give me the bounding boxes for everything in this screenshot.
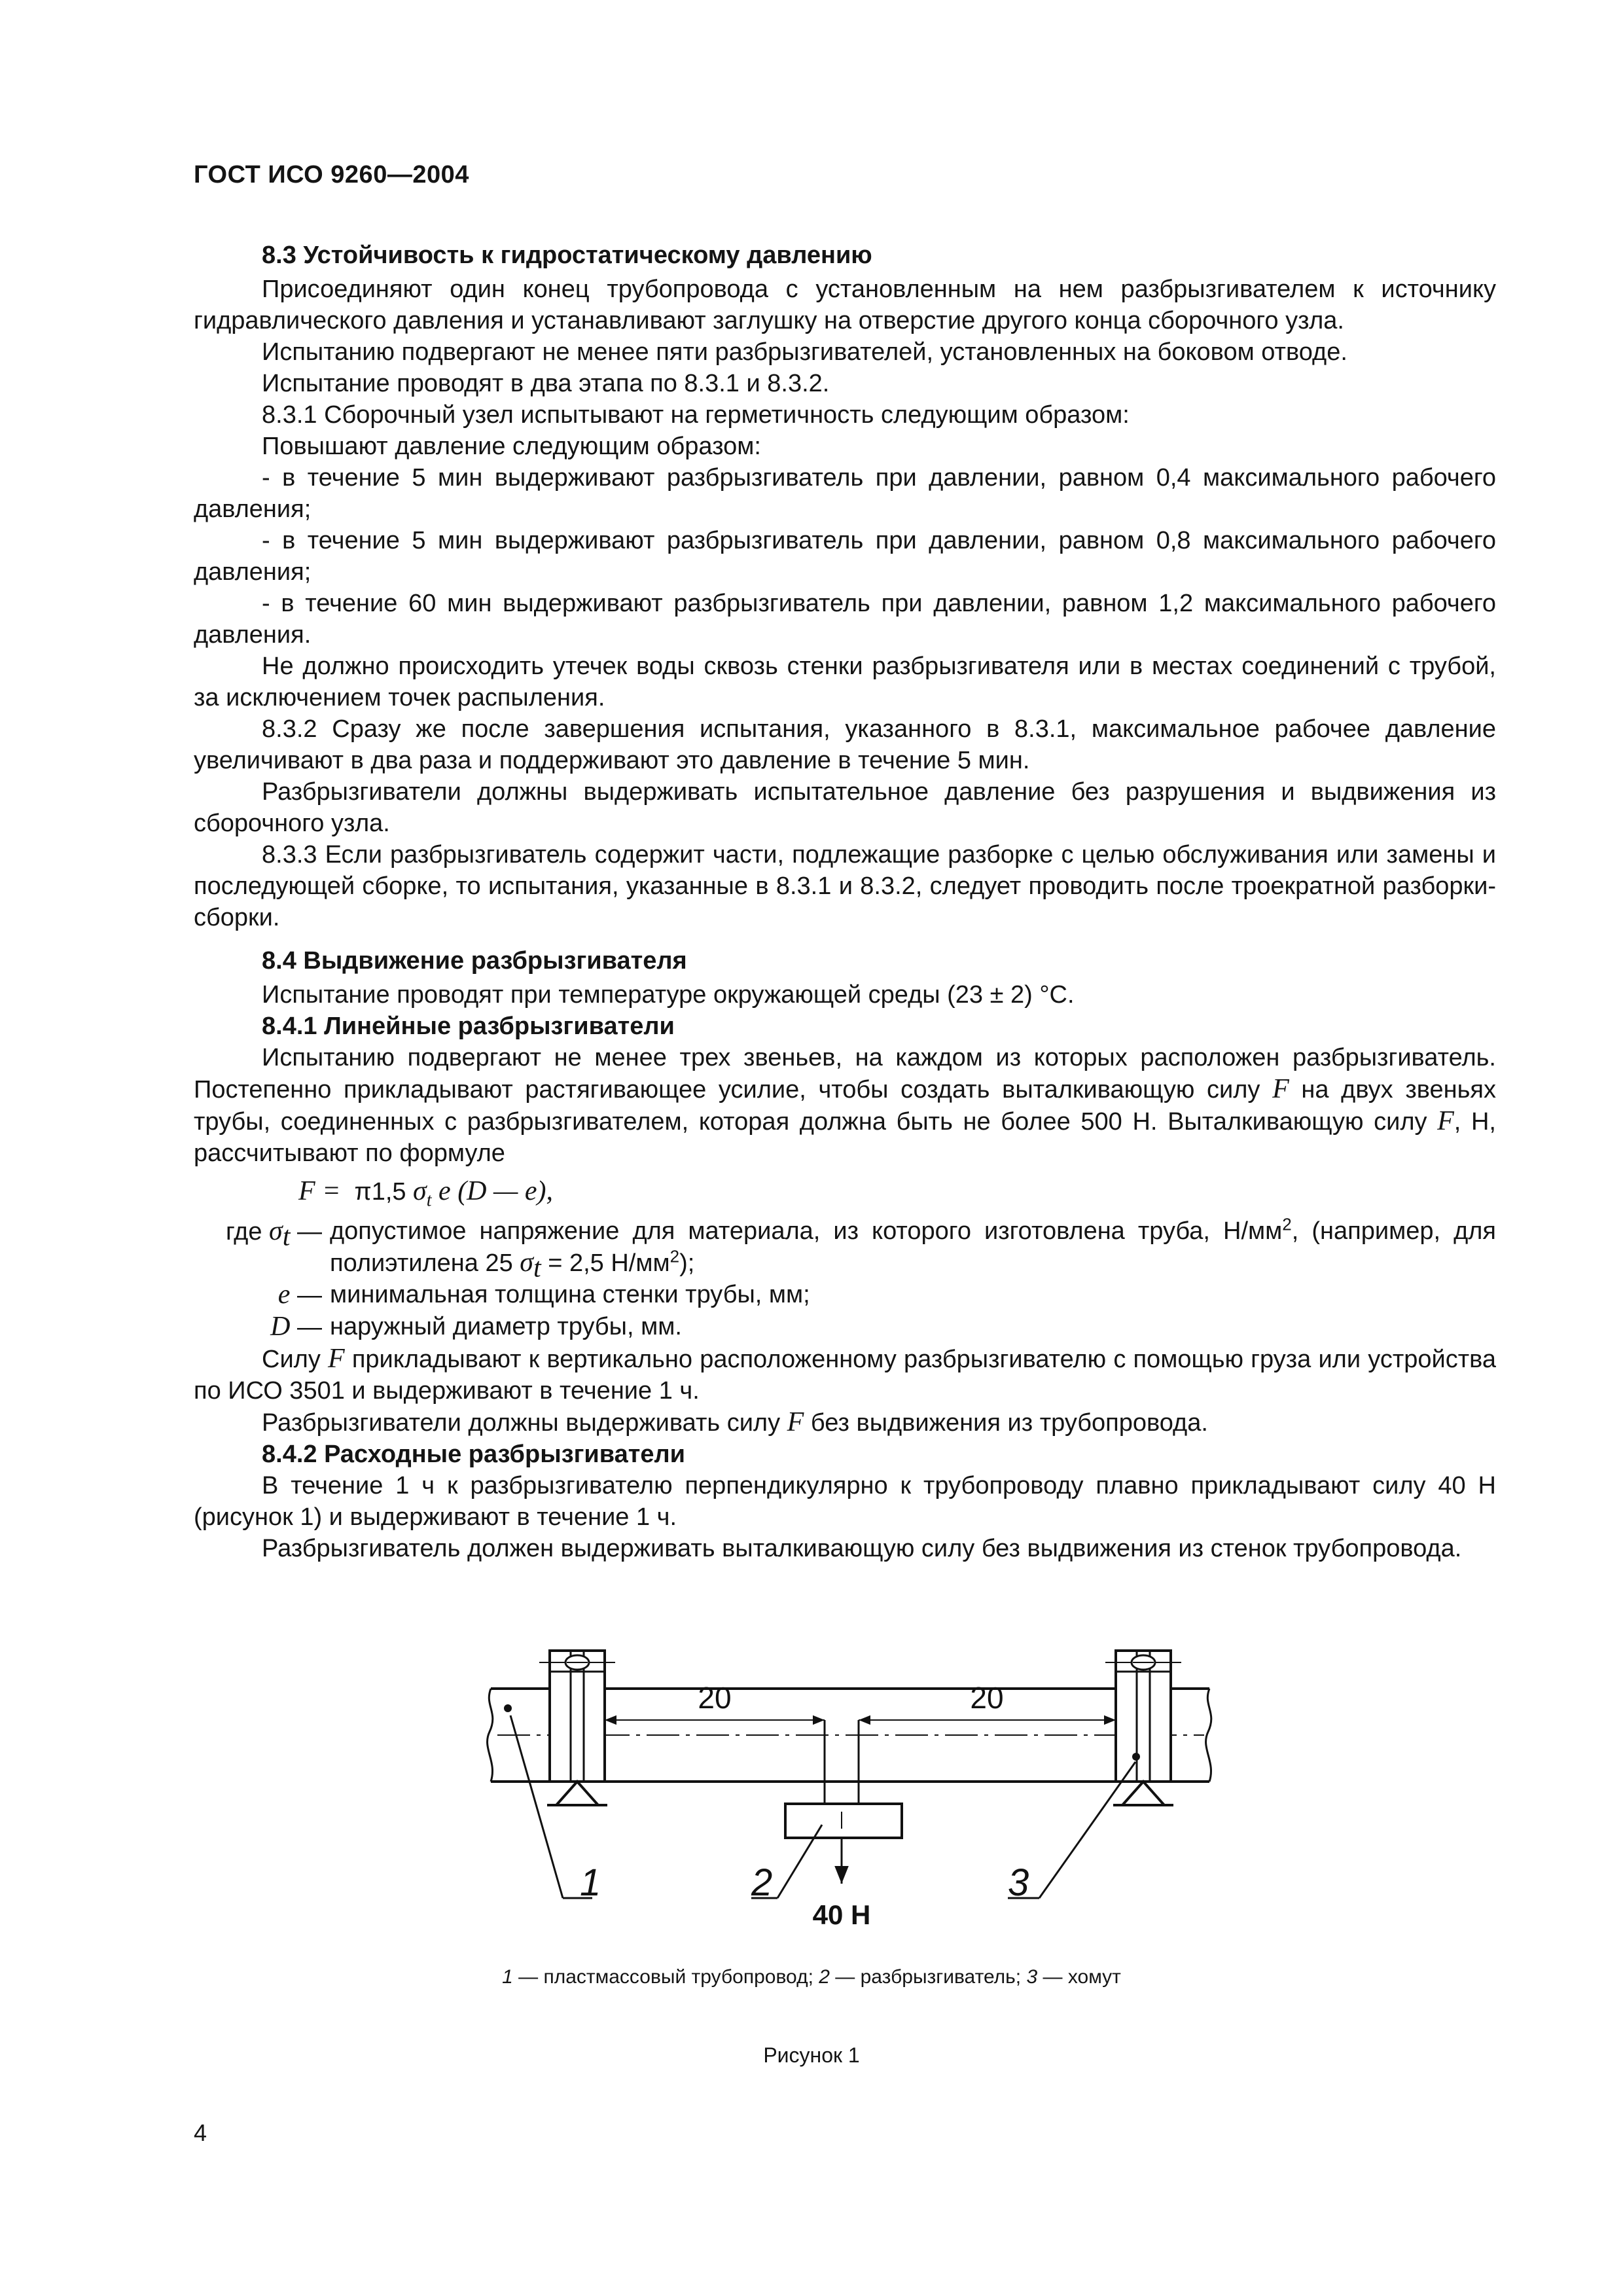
force-label: 40 Н: [812, 1899, 871, 1930]
document-header: ГОСТ ИСО 9260—2004: [194, 161, 469, 188]
list-item: - в течение 5 мин выдерживают разбрызгиватель при давлении, равном 0,4 максимального рабочего давления;: [194, 464, 1496, 523]
paragraph: Испытанию подвергают не менее трех звеньев, на каждом из которых расположен разбрызгиватель. Постепенно прикладывают растягивающее усилие, чтобы создать выталкивающую силу F на двух звеньях трубы, соединенных с разбрызгивателем, которая должна быть не более 500 Н. Выталкивающую силу F, Н, рассчитывают по формуле: [194, 1044, 1496, 1167]
section-8-4-title: 8.4 Выдвижение разбрызгивателя: [262, 947, 687, 975]
paragraph: Силу F прикладывают к вертикально расположенному разбрызгивателю с помощью груза или устройства по ИСО 3501 и выдерживают в течение 1 ч.: [194, 1344, 1497, 1405]
section-8-4-1-title: 8.4.1 Линейные разбрызгиватели: [262, 1013, 675, 1040]
dimension-right-label: 20: [970, 1681, 1004, 1715]
paragraph: Не должно происходить утечек воды сквозь стенки разбрызгивателя или в местах соединений с трубой, за исключением точек распыления.: [194, 653, 1496, 711]
paragraph: Испытанию подвергают не менее пяти разбрызгивателей, установленных на боковом отводе.: [262, 338, 1347, 366]
symbol-F: F: [1437, 1106, 1454, 1136]
break-line-right: [1206, 1689, 1211, 1782]
paragraph: Присоединяют один конец трубопровода с установленным на нем разбрызгивателем к источнику гидравлического давления и устанавливают заглушку на отверстие другого конца сборочного узла.: [194, 276, 1496, 334]
paragraph: Испытание проводят при температуре окружающей среды (23 ± 2) °С.: [262, 981, 1075, 1009]
callout-3-dot: [1132, 1753, 1140, 1761]
paragraph: 8.3.2 Сразу же после завершения испытания, указанного в 8.3.1, максимальное рабочее давление увеличивают в два раза и поддерживают это давление в течение 5 мин.: [194, 715, 1496, 774]
body-text: [194, 230, 1496, 1564]
support-right: [1122, 1782, 1164, 1805]
dimension-left-label: 20: [698, 1681, 732, 1715]
paragraph: Повышают давление следующим образом:: [262, 433, 761, 460]
formula: F = π1,5 $\sigma_t$ e (D — e),: [298, 1176, 553, 1211]
definition-sigma: где $\sigma_t$ — допустимое напряжение для материала, из которого изготовлена труба, $Н/мм^2$, (например, для полиэтилена 25 $\sigma_t = 2,5$ $Н/мм^2$);: [226, 1214, 1497, 1283]
paragraph: Разбрызгиватели должны выдерживать испытательное давление без разрушения и выдвижения из сборочного узла.: [194, 778, 1496, 837]
paragraph: Разбрызгиватели должны выдерживать силу F без выдвижения из трубопровода.: [262, 1407, 1208, 1437]
definition-D: D — наружный диаметр трубы, мм.: [270, 1312, 682, 1342]
paragraph: В течение 1 ч к разбрызгивателю перпендикулярно к трубопроводу плавно прикладывают силу 40 Н (рисунок 1) и выдерживают в течение 1 ч.: [194, 1472, 1496, 1531]
symbol-F: F: [1272, 1074, 1289, 1104]
callout-1-label: 1: [580, 1861, 601, 1904]
section-8-3-title: 8.3 Устойчивость к гидростатическому давлению: [262, 242, 872, 269]
callout-1-dot: [504, 1704, 512, 1712]
sprinkler-body: [785, 1804, 902, 1838]
page-number: 4: [194, 2119, 207, 2146]
support-left: [556, 1782, 598, 1805]
section-8-4-2-title: 8.4.2 Расходные разбрызгиватели: [262, 1441, 686, 1468]
list-item: - в течение 5 мин выдерживают разбрызгиватель при давлении, равном 0,8 максимального рабочего давления;: [194, 527, 1496, 586]
paragraph: Разбрызгиватель должен выдерживать выталкивающую силу без выдвижения из стенок трубопровода.: [262, 1535, 1462, 1562]
paragraph: 8.3.1 Сборочный узел испытывают на герметичность следующим образом:: [262, 401, 1130, 429]
figure-1-diagram: [458, 1634, 1230, 1941]
paragraph: Испытание проводят в два этапа по 8.3.1 и 8.3.2.: [262, 370, 830, 397]
figure-title: Рисунок 1: [763, 2043, 860, 2067]
callout-2-label: 2: [751, 1861, 773, 1904]
callout-3-label: 3: [1008, 1861, 1029, 1904]
list-item: - в течение 60 мин выдерживают разбрызгиватель при давлении, равном 1,2 максимального рабочего давления.: [194, 590, 1496, 649]
break-line-left: [488, 1689, 493, 1782]
definition-e: e — минимальная толщина стенки трубы, мм;: [277, 1280, 810, 1310]
paragraph: 8.3.3 Если разбрызгиватель содержит части, подлежащие разборке с целью обслуживания или замены и последующей сборке, то испытания, указанные в 8.3.1 и 8.3.2, следует проводить после троекратной разборки-сборки.: [194, 841, 1496, 931]
figure-legend: 1 — пластмассовый трубопровод; 2 — разбрызгиватель; 3 — хомут: [502, 1966, 1121, 1988]
